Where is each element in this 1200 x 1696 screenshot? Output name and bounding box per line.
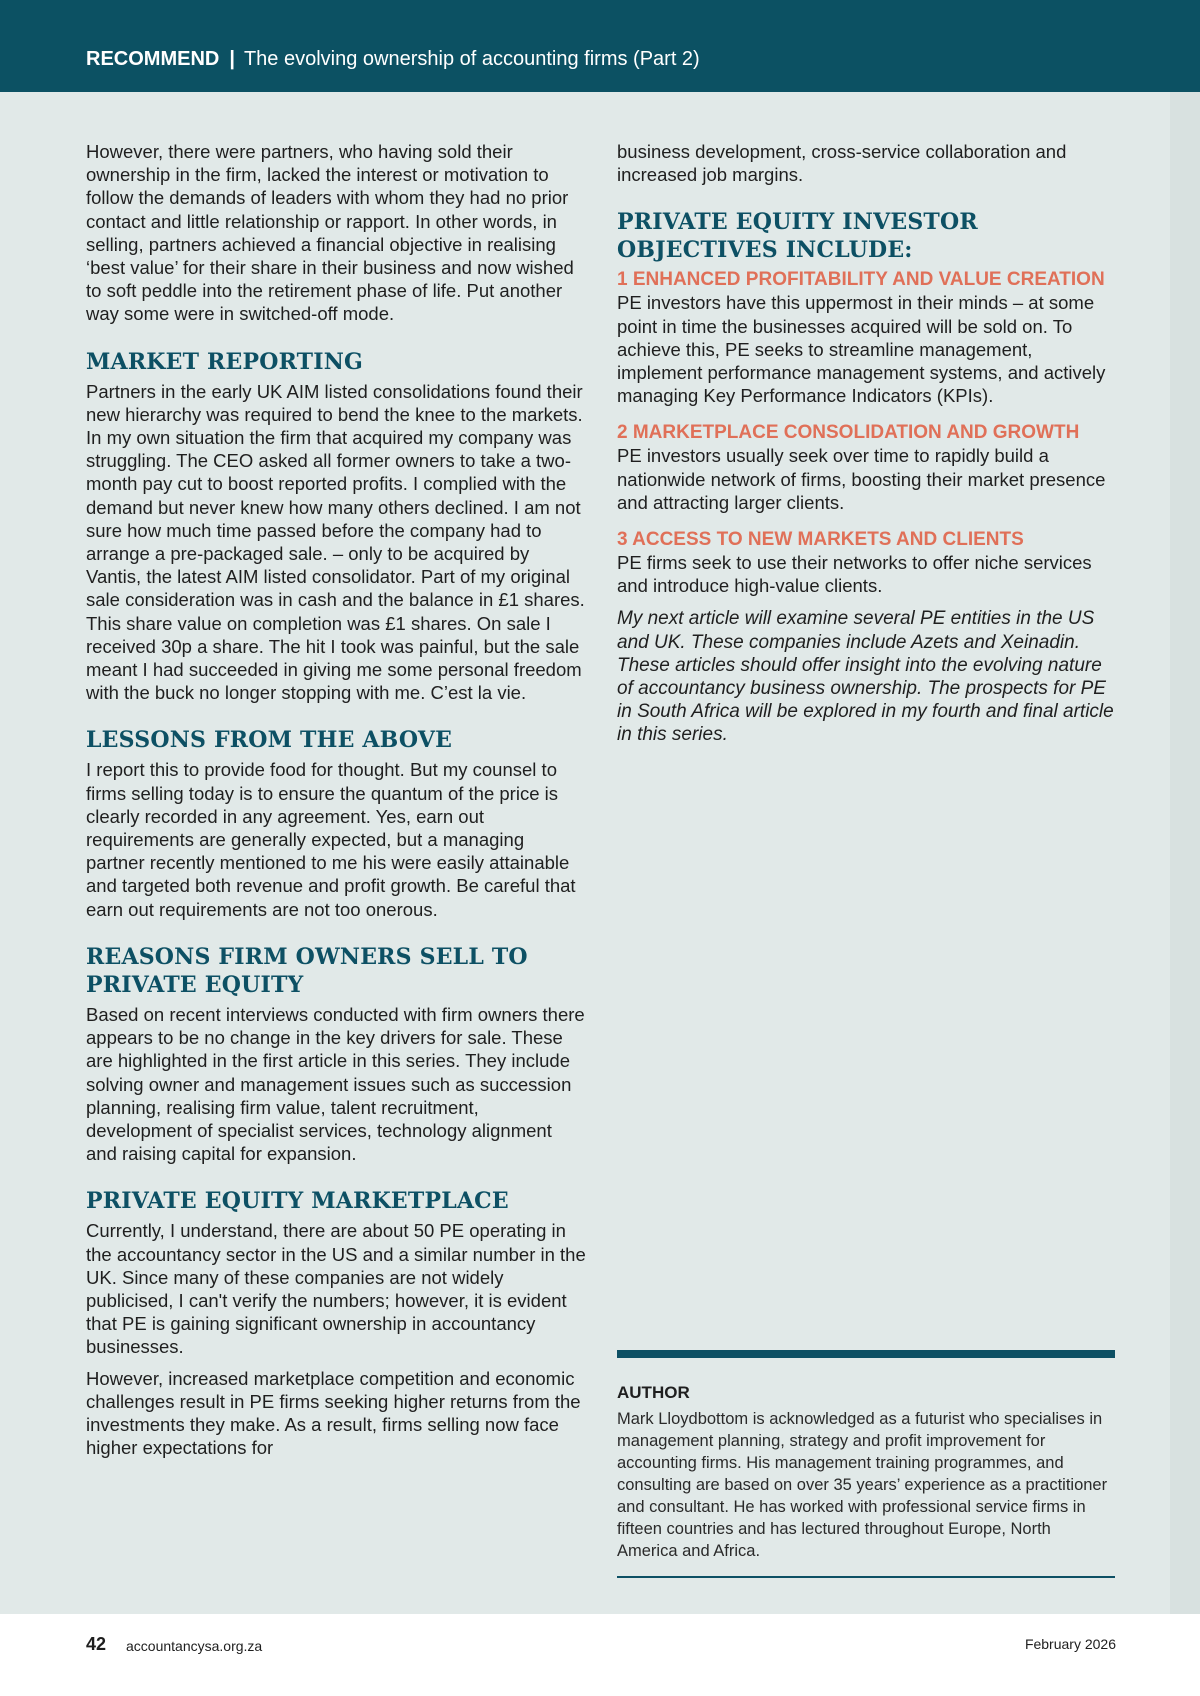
author-top-rule xyxy=(617,1350,1115,1358)
objective-3-title: 3 ACCESS TO NEW MARKETS AND CLIENTS xyxy=(617,529,1024,551)
objective-1-body: PE investors have this uppermost in their minds – at some point in time the businesses acquired will be sold on. To achieve this, PE seeks to streamline management, implement performance management systems, and actively managing Key Performance Indicators (KPIs). xyxy=(617,292,1106,407)
objective-2-body: PE investors usually seek over time to rapidly build a nationwide network of firms, boosting their market presence and attracting larger clients. xyxy=(617,445,1106,513)
running-header xyxy=(86,47,700,71)
right-column xyxy=(617,140,1117,766)
section-label: RECOMMEND xyxy=(86,48,220,70)
left-column xyxy=(86,140,586,1459)
issue-date: February 2026 xyxy=(1024,1636,1116,1652)
heading-objectives: PRIVATE EQUITY INVESTOR OBJECTIVES INCLUDE: xyxy=(617,209,978,264)
lessons-body: I report this to provide food for thought. But my counsel to firms selling today is to ensure the quantum of the price is clearly recorded in any agreement. Yes, earn out requirements are generally expected, but a managing partner recently mentioned to me his were easily attainable and targeted both revenue and profit growth. Be careful that earn out requirements are not too onerous. xyxy=(86,759,576,920)
heading-reasons: REASONS FIRM OWNERS SELL TO PRIVATE EQUITY xyxy=(86,943,528,998)
objective-3-body: PE firms seek to use their networks to offer niche services and introduce high-value clients. xyxy=(617,552,1092,597)
heading-market-reporting: MARKET REPORTING xyxy=(86,348,364,375)
next-article-note: My next article will examine several PE entities in the US and UK. These companies include Azets and Xeinadin. These articles should offer insight into the evolving nature of accountancy business ownership. The prospects for PE in South Africa will be explored in my fourth and final article in this series. xyxy=(617,608,1114,746)
author-bottom-rule xyxy=(617,1576,1115,1578)
header-bar xyxy=(0,0,1200,92)
author-label: AUTHOR xyxy=(617,1383,690,1402)
heading-lessons: LESSONS FROM THE ABOVE xyxy=(86,727,453,754)
continued-paragraph: business development, cross-service collaboration and increased job margins. xyxy=(617,141,1067,186)
marketplace-body-2: However, increased marketplace competition and economic challenges result in PE firms seeking higher returns from the investments they make. As a result, firms selling now face higher expectations for xyxy=(86,1367,581,1459)
reasons-body: Based on recent interviews conducted with firm owners there appears to be no change in the key drivers for sale. These are highlighted in the first article in this series. They include solving owner and management issues such as succession planning, realising firm value, talent recruitment, development of specialist services, technology alignment and raising capital for expansion. xyxy=(86,1003,585,1165)
author-bio: Mark Lloydbottom is acknowledged as a futurist who specialises in management planning, strategy and profit improvement for accounting firms. His management training programmes, and consulting are based on over 35 years’ experience as a practitioner and consultant. He has worked with professional service firms in fifteen countries and has lectured throughout Europe, North America and Africa. xyxy=(617,1410,1108,1560)
page-number: 42 xyxy=(86,1634,107,1654)
header-separator: | xyxy=(229,48,235,70)
marketplace-body-1: Currently, I understand, there are about 50 PE operating in the accountancy sector in the US and a similar number in the UK. Since many of these companies are not widely publicised, I can't verify the numbers; however, it is evident that PE is gaining significant ownership in accountancy businesses. xyxy=(86,1220,586,1358)
market-reporting-body: Partners in the early UK AIM listed consolidations found their new hierarchy was required to bend the knee to the markets. In my own situation the firm that acquired my company was struggling. The CEO asked all former owners to take a two-month pay cut to boost reported profits. I complied with the demand but never knew how many others declined. I am not sure how much time passed before the company had to arrange a pre-packaged sale. – only to be acquired by Vantis, the latest AIM listed consolidator. Part of my original sale consideration was in cash and the balance in £1 shares. This share value on completion was £1 shares. On sale I received 30p a share. The hit I took was painful, but the sale meant I had succeeded in giving me some personal freedom with the buck no longer stopping with me. C’est la vie. xyxy=(86,380,585,704)
page-footer xyxy=(0,1614,1200,1696)
objective-2-title: 2 MARKETPLACE CONSOLIDATION AND GROWTH xyxy=(617,422,1080,444)
objective-1-title: 1 ENHANCED PROFITABILITY AND VALUE CREATION xyxy=(617,269,1105,291)
heading-marketplace: PRIVATE EQUITY MARKETPLACE xyxy=(86,1188,509,1215)
website-link[interactable]: accountancysa.org.za xyxy=(126,1638,263,1654)
article-series-title: The evolving ownership of accounting firms (Part 2) xyxy=(243,48,700,70)
author-box xyxy=(617,1350,1115,1578)
intro-paragraph: However, there were partners, who having sold their ownership in the firm, lacked the interest or motivation to follow the demands of leaders with whom they had no prior contact and little relationship or rapport. In other words, in selling, partners achieved a financial objective in realising ‘best value’ for their share in their business and now wished to soft peddle into the retirement phase of life. Put another way some were in switched-off mode. xyxy=(86,141,574,325)
page-edge-shadow xyxy=(1170,92,1200,1614)
